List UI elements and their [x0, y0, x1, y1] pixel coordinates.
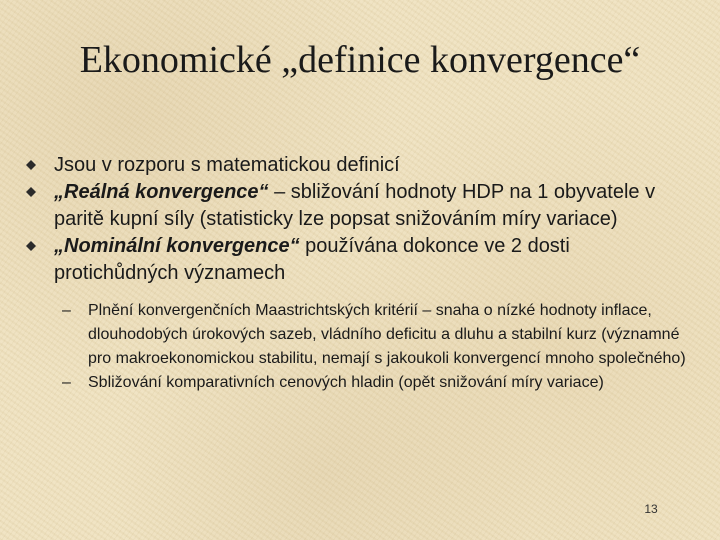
dash-marker: – [62, 302, 71, 319]
bullet-item [24, 152, 696, 179]
bullet-item [24, 179, 696, 233]
bullet-text: – sbližování hodnoty HDP na 1 obyvatele v paritě kupní síly (statisticky lze popsat snižováním míry variace) [54, 181, 656, 230]
diamond-bullet-icon [26, 187, 36, 197]
sub-bullet-item [62, 371, 696, 395]
bullet-text: používána dokonce ve 2 dosti protichůdných významech [54, 235, 570, 284]
dash-marker: – [62, 374, 71, 391]
sub-bullet-list [24, 299, 696, 395]
sub-bullet-text: Sbližování komparativních cenových hladin (opět snižování míry variace) [88, 374, 604, 391]
diamond-bullet-icon [26, 241, 36, 251]
bullet-item [24, 233, 696, 287]
slide-body [24, 152, 696, 395]
page-number: 13 [644, 502, 658, 516]
sub-bullet-text: Plnění konvergenčních Maastrichtských kritérií – snaha o nízké hodnoty inflace, dlouhodobých úrokových sazeb, vládního deficitu a dluhu a stabilní kurz (významné pro makroekonomickou stabilitu, nemají s jakoukoli konvergencí mnoho společného) [88, 302, 686, 367]
sub-bullet-item [62, 299, 696, 371]
diamond-bullet-icon [26, 160, 36, 170]
bullet-emphasis: „Nominální konvergence“ [54, 235, 300, 257]
bullet-text: Jsou v rozporu s matematickou definicí [54, 154, 400, 176]
bullet-emphasis: „Reálná konvergence“ [54, 181, 269, 203]
slide-title: Ekonomické „definice konvergence“ [79, 39, 641, 81]
